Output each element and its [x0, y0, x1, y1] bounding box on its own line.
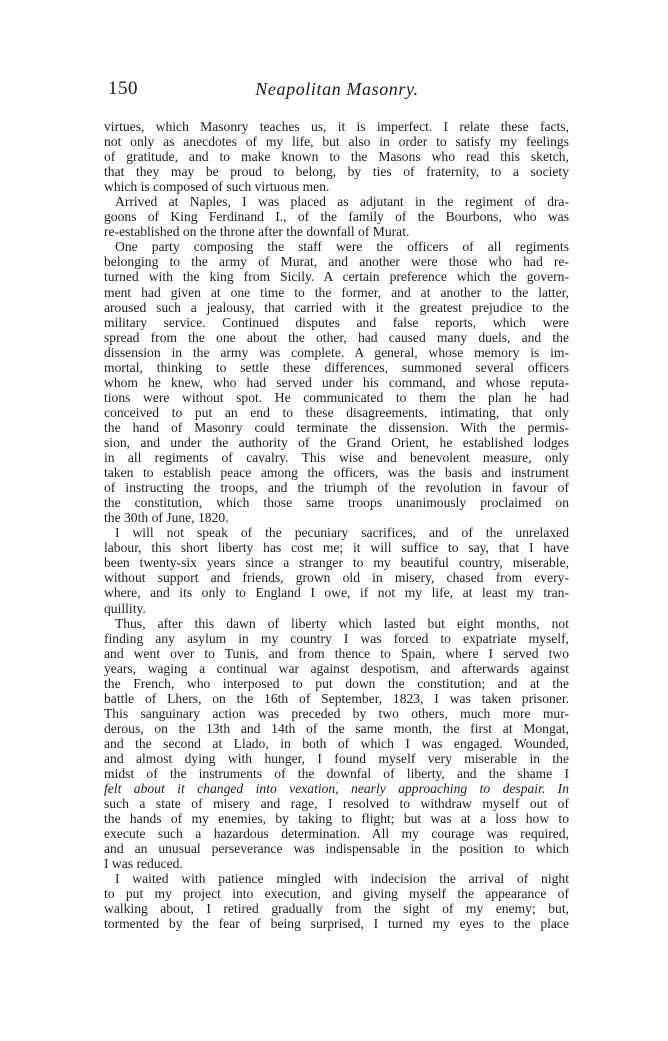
- text-line: which is composed of such virtuous men.: [104, 179, 330, 195]
- text-line: felt about it changed into vexation, nearly approaching to despair. In: [104, 781, 569, 797]
- text-line: mortal, thinking to settle these differences, summoned several officers: [104, 359, 569, 375]
- text-line: aroused such a jealousy, that carried with it the greatest prejudice to the: [104, 299, 569, 315]
- text-line: virtues, which Masonry teaches us, it is imperfect. I relate these facts,: [104, 119, 569, 134]
- text-line: military service. Continued disputes and false reports, which were: [104, 314, 569, 330]
- page-number: 150: [108, 78, 138, 99]
- text-line: and the second at Llado, in both of which I was engaged. Wounded,: [104, 735, 569, 751]
- text-line: quillity.: [104, 600, 146, 616]
- text-line: belonging to the army of Murat, and another were those who had re-: [104, 254, 569, 270]
- text-line: the hand of Masonry could terminate the dissension. With the permis-: [104, 419, 569, 435]
- text-line: and almost dying with hunger, I found myself very miserable in the: [104, 750, 569, 766]
- text-line: I was reduced.: [104, 856, 183, 872]
- text-line: the French, who interposed to put down the constitution; and at the: [104, 675, 569, 691]
- text-line: of gratitude, and to make known to the Masons who read this sketch,: [104, 149, 569, 165]
- text-line: derous, on the 13th and 14th of the same month, the first at Mongat,: [104, 720, 569, 736]
- text-line: such a state of misery and rage, I resolved to withdraw myself out of: [104, 796, 569, 812]
- text-line: finding any asylum in my country I was forced to expatriate myself,: [104, 630, 569, 646]
- text-line: execute such a hazardous determination. All my courage was required,: [104, 826, 569, 842]
- text-line: re-established on the throne after the downfall of Murat.: [104, 224, 410, 240]
- text-line: years, waging a continual war against despotism, and afterwards against: [104, 660, 569, 676]
- text-line: in all regiments of cavalry. This wise and benevolent measure, only: [104, 450, 569, 466]
- text-line: Thus, after this dawn of liberty which lasted but eight months, not: [115, 615, 569, 631]
- text-line: been twenty-six years since a stranger to my beautiful country, miserable,: [104, 555, 569, 571]
- text-line: that they may be proud to belong, by ties of fraternity, to a society: [104, 164, 569, 180]
- text-line: taken to establish peace among the officers, was the basis and instrument: [104, 465, 569, 481]
- text-line: whom he knew, who had served under his command, and whose reputa-: [104, 374, 569, 390]
- text-line: sion, and under the authority of the Grand Orient, he established lodges: [104, 434, 569, 450]
- text-line: of instructing the troops, and the triumph of the revolution in favour of: [104, 480, 569, 496]
- text-line: One party composing the staff were the officers of all regiments: [115, 239, 569, 255]
- text-line: and an unusual perseverance was indispensable in the position to which: [104, 841, 569, 857]
- text-line: dissension in the army was complete. A general, whose memory is im-: [104, 344, 569, 360]
- text-line: ment had given at one time to the former, and at another to the latter,: [104, 284, 569, 300]
- text-line: without support and friends, grown old in misery, chased from every-: [104, 570, 569, 586]
- text-line: battle of Lhers, on the 16th of September, 1823, I was taken prisoner.: [104, 690, 569, 706]
- text-line: conceived to put an end to these disagreements, intimating, that only: [104, 404, 569, 420]
- text-line: walking about, I retired gradually from the sight of my enemy; but,: [104, 901, 569, 917]
- text-line: midst of the instruments of the downfal of liberty, and the shame I: [104, 766, 569, 782]
- text-line: goons of King Ferdinand I., of the family of the Bourbons, who was: [104, 209, 569, 225]
- text-line: Arrived at Naples, I was placed as adjutant in the regiment of dra-: [115, 194, 569, 210]
- text-line: and went over to Tunis, and from thence to Spain, where I served two: [104, 645, 569, 661]
- text-line: spread from the one about the other, had caused many duels, and the: [104, 329, 569, 345]
- text-line: labour, this short liberty has cost me; it will suffice to say, that I have: [104, 540, 569, 556]
- text-line: not only as anecdotes of my life, but also in order to satisfy my feelings: [104, 134, 569, 150]
- text-line: This sanguinary action was preceded by two others, much more mur-: [104, 705, 569, 721]
- text-line: the 30th of June, 1820.: [104, 510, 229, 526]
- text-line: the constitution, which those same troops unanimously proclaimed on: [104, 495, 569, 511]
- page-header: [108, 78, 566, 104]
- text-line: where, and its only to England I owe, if not my life, at least my tran-: [104, 585, 569, 601]
- text-line: I waited with patience mingled with indecision the arrival of night: [115, 871, 569, 887]
- text-line: I will not speak of the pecuniary sacrifices, and of the unrelaxed: [115, 525, 569, 541]
- text-line: to put my project into execution, and giving myself the appearance of: [104, 886, 569, 902]
- text-line: tormented by the fear of being surprised, I turned my eyes to the place: [104, 916, 569, 932]
- body-text: [104, 119, 569, 932]
- running-title: Neapolitan Masonry.: [255, 79, 419, 99]
- text-line: the hands of my enemies, by taking to flight; but was at a loss how to: [104, 811, 569, 827]
- text-line: tions were without spot. He communicated to them the plan he had: [104, 389, 569, 405]
- text-line: turned with the king from Sicily. A certain preference which the govern-: [104, 269, 569, 285]
